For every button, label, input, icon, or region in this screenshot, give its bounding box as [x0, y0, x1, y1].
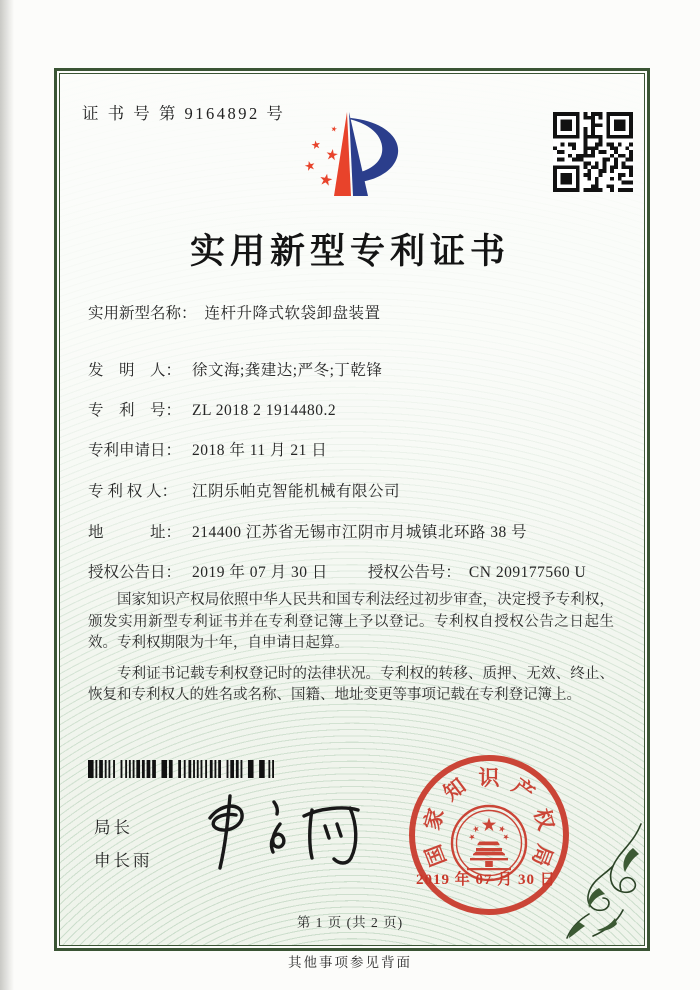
seal-char: 国 [420, 841, 451, 870]
grant-date-value: 2019 年 07 月 30 日 [192, 564, 328, 581]
grant-number-label: 授权公告号： [367, 564, 461, 581]
field-row-patentee [88, 479, 628, 501]
field-value: 2018 年 11 月 21 日 [192, 442, 328, 459]
back-side-note: 其他事项参见背面 [288, 955, 412, 970]
seal-char: 知 [439, 773, 471, 806]
signer-name: 申长雨 [94, 851, 153, 870]
field-value: 江阴乐帕克智能机械有限公司 [192, 483, 401, 500]
field-row-patent-number [88, 398, 628, 420]
signature-handwriting [192, 788, 372, 880]
field-value: 徐文海;龚建达;严冬;丁乾锋 [192, 362, 383, 379]
field-row-inventors [88, 358, 628, 380]
seal-char: 局 [527, 841, 558, 870]
field-label: 专 利 号： [88, 402, 182, 419]
seal-char: 权 [529, 805, 559, 833]
seal-date: 2019 年 07 月 30 日 [416, 872, 556, 888]
certificate-number: 证 书 号 第 9164892 号 [82, 104, 286, 123]
signer-title: 局长 [94, 818, 133, 837]
field-label: 地 址： [88, 524, 182, 541]
field-row-name [88, 301, 628, 323]
field-row-grant [88, 560, 628, 582]
field-value: 214400 江苏省无锡市江阴市月城镇北环路 38 号 [192, 524, 528, 541]
field-value: 连杆升降式软袋卸盘装置 [204, 305, 381, 322]
legal-text [88, 590, 614, 716]
field-label: 实用新型名称： [88, 305, 197, 322]
grant-date-label: 授权公告日： [88, 564, 182, 581]
seal-char: 产 [507, 773, 539, 806]
field-row-filing-date [88, 438, 628, 460]
field-label: 专 利 权 人： [88, 483, 178, 500]
field-row-address [88, 520, 628, 542]
seal-char: 家 [419, 805, 449, 833]
paragraph-register-statement: 专利证书记载专利权登记时的法律状况。专利权的转移、质押、无效、终止、恢复和专利权人的姓名或名称、国籍、地址变更等事项记载在专利登记簿上。 [88, 665, 614, 703]
field-value: ZL 2018 2 1914480.2 [192, 402, 337, 419]
official-seal [406, 752, 572, 918]
qr-code [553, 112, 633, 192]
cnipa-logo-icon [283, 96, 423, 206]
paragraph-grant-statement: 国家知识产权局依照中华人民共和国专利法经过初步审查，决定授予专利权，颁发实用新型专利证书并在专利登记簿上予以登记。专利权自授权公告之日起生效。专利权期限为十年，自申请日起算。 [88, 592, 614, 651]
field-label: 专利申请日： [88, 442, 182, 459]
seal-char: 识 [478, 766, 500, 790]
grant-number-value: CN 209177560 U [468, 564, 587, 581]
barcode [88, 760, 274, 778]
field-label: 发 明 人： [88, 362, 182, 379]
page-number: 第 1 页 (共 2 页) [296, 915, 404, 930]
certificate-title: 实用新型专利证书 [189, 232, 510, 271]
